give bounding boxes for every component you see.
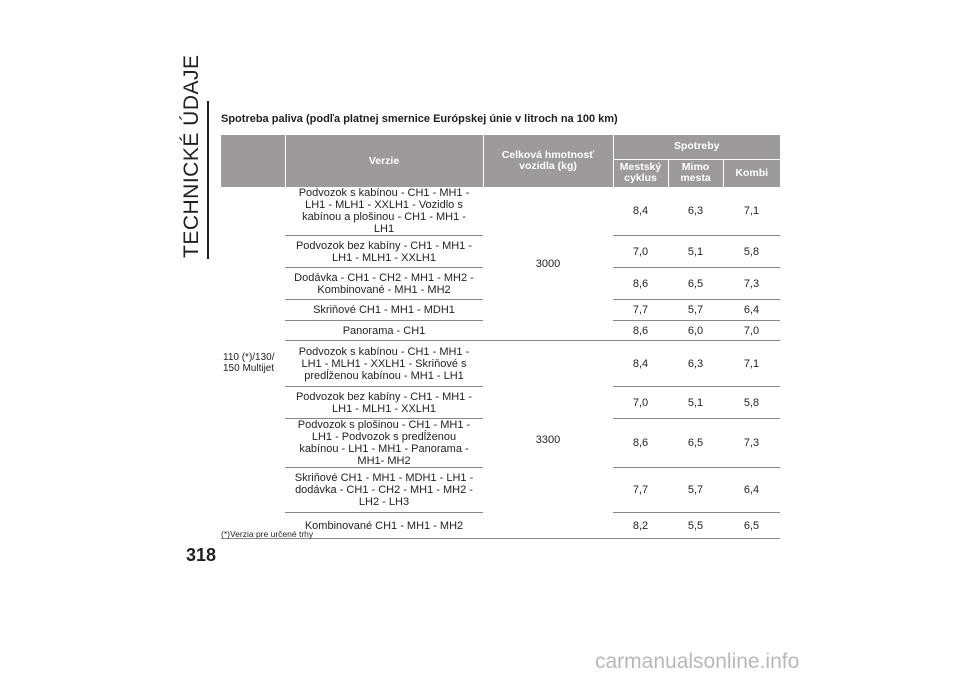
value-kombi: 7,3 <box>723 268 780 300</box>
footnote: (*)Verzia pre určené trhy <box>221 529 314 539</box>
value-mestsky: 7,7 <box>613 300 668 321</box>
fuel-consumption-table <box>221 135 780 539</box>
value-mestsky: 8,2 <box>613 513 668 539</box>
header-spotreby: Spotreby <box>613 135 780 159</box>
value-kombi: 7,0 <box>723 321 780 341</box>
value-mimo: 5,1 <box>668 236 723 268</box>
value-mestsky: 8,6 <box>613 321 668 341</box>
value-mimo: 5,1 <box>668 387 723 419</box>
value-mimo: 6,5 <box>668 419 723 468</box>
value-mestsky: 7,0 <box>613 236 668 268</box>
value-mestsky: 8,6 <box>613 268 668 300</box>
value-mestsky: 7,0 <box>613 387 668 419</box>
version-cell: Kombinované CH1 - MH1 - MH2 <box>285 513 483 539</box>
value-kombi: 6,5 <box>723 513 780 539</box>
page-number: 318 <box>186 545 217 565</box>
section-title: TECHNICKÉ ÚDAJE <box>180 54 203 258</box>
value-mimo: 6,3 <box>668 187 723 236</box>
value-mestsky: 8,4 <box>613 341 668 387</box>
mass-cell: 3000 <box>483 187 613 341</box>
value-kombi: 6,4 <box>723 468 780 513</box>
version-cell: Podvozok bez kabíny - CH1 - MH1 - LH1 - MLH1 - XXLH1 <box>285 387 483 419</box>
engine-cell: 110 (*)/130/ 150 Multijet <box>221 187 285 539</box>
table-row <box>221 341 780 387</box>
header-mimo: Mimo mesta <box>668 159 723 187</box>
value-mestsky: 7,7 <box>613 468 668 513</box>
value-kombi: 6,4 <box>723 300 780 321</box>
value-mimo: 5,7 <box>668 300 723 321</box>
value-kombi: 5,8 <box>723 387 780 419</box>
header-engine <box>221 135 285 187</box>
table-heading: Spotreba paliva (podľa platnej smernice Európskej únie v litroch na 100 km) <box>221 113 618 125</box>
value-kombi: 7,1 <box>723 187 780 236</box>
value-kombi: 7,3 <box>723 419 780 468</box>
version-cell: Skriňové CH1 - MH1 - MDH1 - LH1 - dodávka - CH1 - CH2 - MH1 - MH2 - LH2 - LH3 <box>285 468 483 513</box>
version-cell: Skriňové CH1 - MH1 - MDH1 <box>285 300 483 321</box>
header-kombi: Kombi <box>723 159 780 187</box>
value-mimo: 5,7 <box>668 468 723 513</box>
value-mimo: 5,5 <box>668 513 723 539</box>
section-divider <box>207 101 209 259</box>
version-cell: Podvozok bez kabíny - CH1 - MH1 - LH1 - MLH1 - XXLH1 <box>285 236 483 268</box>
mass-cell: 3300 <box>483 341 613 539</box>
header-mass: Celková hmotnosť vozidla (kg) <box>483 135 613 187</box>
value-kombi: 5,8 <box>723 236 780 268</box>
value-mestsky: 8,6 <box>613 419 668 468</box>
value-mimo: 6,3 <box>668 341 723 387</box>
version-cell: Dodávka - CH1 - CH2 - MH1 - MH2 - Kombinované - MH1 - MH2 <box>285 268 483 300</box>
version-cell: Podvozok s kabínou - CH1 - MH1 - LH1 - MLH1 - XXLH1 - Vozidlo s kabínou a plošinou - CH1 - MH1 - LH1 <box>285 187 483 236</box>
value-mimo: 6,0 <box>668 321 723 341</box>
version-cell: Podvozok s plošinou - CH1 - MH1 - LH1 - Podvozok s predĺženou kabínou - LH1 - MH1 - Panorama - MH1- MH2 <box>285 419 483 468</box>
header-mestsky: Mestský cyklus <box>613 159 668 187</box>
value-mimo: 6,5 <box>668 268 723 300</box>
header-verzie: Verzie <box>285 135 483 187</box>
version-cell: Podvozok s kabínou - CH1 - MH1 - LH1 - MLH1 - XXLH1 - Skriňové s predĺženou kabínou - MH1 - LH1 <box>285 341 483 387</box>
value-mestsky: 8,4 <box>613 187 668 236</box>
table-row <box>221 187 780 236</box>
watermark: carmanualsonline.info <box>595 650 800 673</box>
version-cell: Panorama - CH1 <box>285 321 483 341</box>
value-kombi: 7,1 <box>723 341 780 387</box>
